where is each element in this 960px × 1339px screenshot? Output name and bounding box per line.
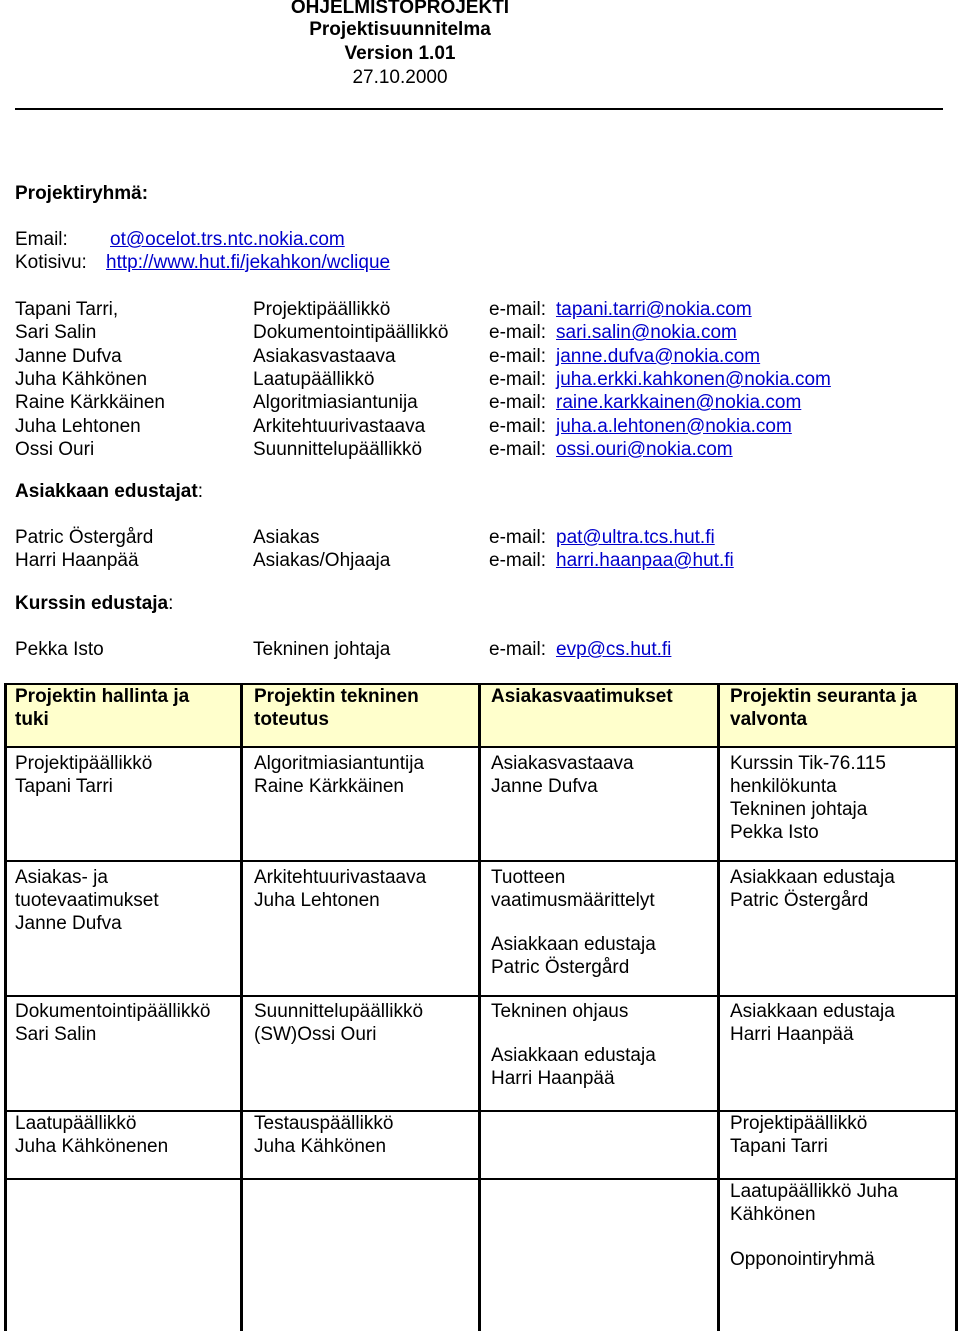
table-row-divider: [5, 746, 956, 748]
member-name: Ossi Ouri: [15, 438, 95, 460]
table-cell: [491, 933, 656, 979]
cell-line: Asiakkaan edustaja: [491, 934, 656, 955]
customer-role: Asiakas: [253, 527, 320, 548]
doc-subtitle: Projektisuunnitelma: [309, 19, 491, 40]
cell-line: Kähkönen: [730, 1204, 816, 1225]
member-role: Projektipäällikkö: [253, 299, 391, 320]
cell-line: Arkitehtuurivastaava: [254, 867, 427, 888]
table-header-cell: [730, 685, 917, 731]
member-role: Arkitehtuurivastaava: [253, 415, 426, 437]
member-name: Raine Kärkkäinen: [15, 392, 165, 414]
table-cell: [15, 752, 152, 798]
cell-line: Harri Haanpää: [730, 1024, 854, 1045]
cell-line: Projektin seuranta ja: [730, 686, 917, 707]
cell-line: henkilökunta: [730, 776, 837, 797]
table-col-divider: [717, 683, 720, 1331]
cell-line: tuotevaatimukset: [15, 890, 159, 911]
table-header-cell: [491, 685, 673, 708]
member-email-label: e-mail:: [489, 438, 547, 460]
table-cell: [491, 1044, 656, 1090]
cell-line: Janne Dufva: [491, 776, 598, 797]
customer-email-link[interactable]: pat@ultra.tcs.hut.fi: [556, 527, 715, 548]
table-col-divider: [478, 683, 481, 1331]
homepage-label: Kotisivu:: [15, 252, 87, 273]
cell-line: Asiakkaan edustaja: [730, 1001, 895, 1022]
customer-name: Patric Östergård: [15, 527, 154, 548]
table-col-divider: [955, 683, 958, 1331]
cell-line: Testauspäällikkö: [254, 1113, 394, 1134]
table-cell: [491, 1000, 628, 1023]
member-name: Sari Salin: [15, 322, 97, 344]
homepage-link[interactable]: http://www.hut.fi/jekahkon/wclique: [106, 252, 391, 273]
customer-role: Asiakas/Ohjaaja: [253, 550, 391, 571]
cell-line: Asiakkaan edustaja: [730, 867, 895, 888]
member-email-label: e-mail:: [489, 415, 547, 437]
cell-line: Suunnittelupäällikkö: [254, 1001, 424, 1022]
cell-line: Pekka Isto: [730, 822, 819, 843]
cell-line: Laatupäällikkö Juha: [730, 1181, 898, 1202]
cell-line: Tapani Tarri: [730, 1136, 828, 1157]
cell-line: Juha Lehtonen: [254, 890, 380, 911]
member-email-label: e-mail:: [489, 392, 547, 414]
cell-line: Patric Östergård: [730, 890, 869, 911]
cell-line: Laatupäällikkö: [15, 1113, 137, 1134]
cell-line: Juha Kähkönenen: [15, 1136, 169, 1157]
cell-line: Harri Haanpää: [491, 1068, 615, 1089]
group-email-link[interactable]: ot@ocelot.trs.ntc.nokia.com: [110, 229, 345, 250]
table-cell: [730, 1180, 898, 1226]
cell-line: toteutus: [254, 709, 329, 730]
table-cell: [254, 752, 424, 798]
member-name: Janne Dufva: [15, 345, 122, 367]
cell-line: Projektin hallinta ja: [15, 686, 190, 707]
cell-line: Tekninen johtaja: [730, 799, 868, 820]
member-email-label: e-mail:: [489, 299, 547, 320]
member-email-label: e-mail:: [489, 345, 547, 367]
member-email-label: e-mail:: [489, 322, 547, 344]
customer-email-label: e-mail:: [489, 527, 547, 548]
table-cell: [730, 1000, 895, 1046]
cell-line: Projektipäällikkö: [730, 1113, 868, 1134]
cell-line: valvonta: [730, 709, 808, 730]
table-cell: [730, 866, 895, 912]
cell-line: tuki: [15, 709, 49, 730]
cell-line: Tuotteen: [491, 867, 566, 888]
member-role: Suunnittelupäällikkö: [253, 438, 423, 460]
table-cell: [254, 1000, 423, 1046]
member-email-label: e-mail:: [489, 368, 547, 390]
cell-line: Asiakas- ja: [15, 867, 108, 888]
member-email-link[interactable]: juha.erkki.kahkonen@nokia.com: [556, 368, 831, 390]
cell-line: Asiakasvastaava: [491, 753, 634, 774]
table-header-cell: [254, 685, 419, 731]
cell-line: Dokumentointipäällikkö: [15, 1001, 211, 1022]
cell-line: Projektipäällikkö: [15, 753, 153, 774]
email-label: Email:: [15, 229, 68, 250]
member-email-link[interactable]: sari.salin@nokia.com: [556, 322, 737, 344]
customer-name: Harri Haanpää: [15, 550, 139, 571]
table-cell: [730, 752, 886, 844]
table-header-cell: [15, 685, 189, 731]
table-cell: [15, 1112, 168, 1158]
cell-line: Janne Dufva: [15, 913, 122, 934]
member-email-link[interactable]: ossi.ouri@nokia.com: [556, 438, 733, 460]
table-cell: [730, 1248, 875, 1271]
cell-line: Projektin tekninen: [254, 686, 419, 707]
member-email-link[interactable]: juha.a.lehtonen@nokia.com: [556, 415, 792, 437]
cell-line: Asiakasvaatimukset: [491, 686, 673, 707]
table-row-divider: [5, 995, 956, 997]
member-role: Laatupäällikkö: [253, 368, 375, 390]
table-cell: [491, 752, 634, 798]
course-section-title: Kurssin edustaja:: [15, 593, 174, 614]
table-cell: [491, 866, 655, 912]
cell-line: Sari Salin: [15, 1024, 97, 1045]
course-email-link[interactable]: evp@cs.hut.fi: [556, 639, 672, 660]
member-name: Tapani Tarri,: [15, 299, 119, 320]
table-cell: [254, 1112, 393, 1158]
table-col-divider: [240, 683, 243, 1331]
member-role: Algoritmiasiantunija: [253, 392, 418, 414]
cell-line: Tapani Tarri: [15, 776, 113, 797]
cell-line: vaatimusmäärittelyt: [491, 890, 655, 911]
doc-title: OHJELMISTOPROJEKTI: [290, 0, 510, 18]
table-cell: [15, 1000, 210, 1046]
cell-line: Opponointiryhmä: [730, 1249, 875, 1270]
member-role: Dokumentointipäällikkö: [253, 322, 449, 344]
customer-email-link[interactable]: harri.haanpaa@hut.fi: [556, 550, 734, 571]
customer-section-title: Asiakkaan edustajat:: [15, 481, 203, 502]
member-role: Asiakasvastaava: [253, 345, 396, 367]
cell-line: Kurssin Tik-76.115: [730, 753, 886, 774]
table-row-divider: [5, 860, 956, 862]
cell-line: Patric Östergård: [491, 957, 630, 978]
member-name: Juha Lehtonen: [15, 415, 141, 437]
group-title: Projektiryhmä:: [15, 183, 149, 204]
cell-line: (SW)Ossi Ouri: [254, 1024, 377, 1045]
table-cell: [15, 866, 159, 935]
course-name: Pekka Isto: [15, 639, 104, 660]
header-rule: [15, 108, 943, 110]
table-cell: [254, 866, 426, 912]
member-email-link[interactable]: raine.karkkainen@nokia.com: [556, 392, 802, 414]
doc-date: 27.10.2000: [352, 67, 448, 88]
cell-line: Juha Kähkönen: [254, 1136, 387, 1157]
customer-email-label: e-mail:: [489, 550, 547, 571]
cell-line: Algoritmiasiantuntija: [254, 753, 425, 774]
cell-line: Asiakkaan edustaja: [491, 1045, 656, 1066]
member-name: Juha Kähkönen: [15, 368, 148, 390]
table-col-divider: [4, 683, 7, 1331]
cell-line: Raine Kärkkäinen: [254, 776, 404, 797]
course-role: Tekninen johtaja: [253, 639, 391, 660]
doc-version: Version 1.01: [344, 43, 456, 64]
member-email-link[interactable]: tapani.tarri@nokia.com: [556, 299, 752, 320]
table-cell: [730, 1112, 867, 1158]
member-email-link[interactable]: janne.dufva@nokia.com: [556, 345, 761, 367]
course-email-label: e-mail:: [489, 639, 547, 660]
cell-line: Tekninen ohjaus: [491, 1001, 629, 1022]
